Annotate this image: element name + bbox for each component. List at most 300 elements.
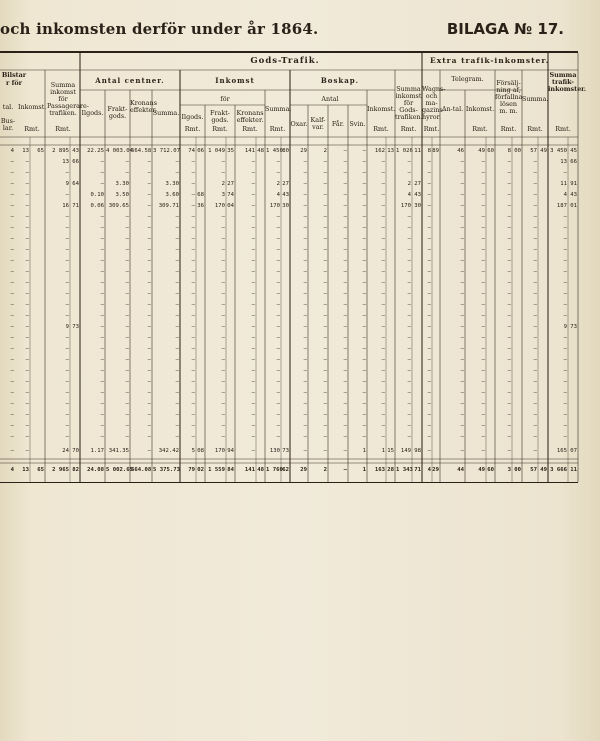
table-row-dash-c9: —: [251, 357, 255, 363]
table-row-dash-c13: —: [343, 291, 347, 297]
col-fraktgods: Frakt-gods.: [107, 105, 128, 120]
col-svin: Svin.: [349, 120, 366, 128]
table-row-dash-c2: —: [65, 302, 69, 308]
table-row-dash-c21: —: [533, 214, 537, 220]
table-row-dash-c16: —: [407, 302, 411, 308]
table-row-dash-c5: —: [147, 214, 151, 220]
table-row-dash-c14: —: [362, 313, 366, 319]
table-row-3-c22b: 91: [570, 181, 577, 187]
table-row-dash-c6: —: [175, 434, 179, 440]
table-row-dash-c14: —: [362, 258, 366, 264]
table-row-dash-c22: —: [563, 225, 567, 231]
table-row-dash-c8: —: [221, 357, 225, 363]
table-row-dash-c13: —: [343, 401, 347, 407]
totals-row-c17b: 29: [432, 467, 439, 473]
table-row-4-c7b: 68: [197, 192, 204, 198]
table-row-dash-c0: —: [10, 379, 14, 385]
group-antal-centner: Antal centner.: [95, 76, 165, 85]
table-row-dash-c17: —: [427, 390, 431, 396]
table-row-last-c3: 1.17: [90, 448, 104, 454]
table-row-dash-c19: —: [481, 302, 485, 308]
col-rmt-1: Rmt.: [184, 125, 201, 133]
table-row-dash-c2: —: [65, 346, 69, 352]
table-row-dash-c19: —: [481, 335, 485, 341]
table-row-dash-c5: —: [147, 225, 151, 231]
table-row-5-c15: —: [381, 203, 385, 209]
table-row-5-c16: 170: [400, 203, 411, 209]
col-bilstar: Bilstar: [1, 71, 27, 79]
table-row-4-c7: —: [191, 192, 195, 198]
table-row-dash-c12: —: [323, 247, 327, 253]
table-row-dash-c10: —: [276, 423, 280, 429]
table-row-0-c22b: 45: [570, 148, 577, 154]
table-row-4-c0: —: [10, 192, 14, 198]
table-row-dash-c5: —: [147, 434, 151, 440]
table-row-dash-c6: —: [175, 346, 179, 352]
table-row-dash-c12: —: [323, 236, 327, 242]
totals-row-c4: 5 002.65: [106, 467, 133, 473]
table-row-2-c10: —: [276, 170, 280, 176]
table-row-2-c8: —: [221, 170, 225, 176]
table-row-last-c16b: 98: [414, 448, 421, 454]
table-row-dash-c17: —: [427, 346, 431, 352]
table-row-dash-c22: —: [563, 412, 567, 418]
table-row-dash-c7: —: [191, 368, 195, 374]
table-row-dash-c7: —: [191, 258, 195, 264]
table-row-last-c1: —: [25, 448, 29, 454]
table-row-dash-c7: —: [191, 379, 195, 385]
table-row-dash-c14: —: [362, 335, 366, 341]
table-row-dash-c7: —: [191, 412, 195, 418]
table-row-3-c8: 2: [221, 181, 225, 187]
table-row-dash-c19: —: [481, 236, 485, 242]
table-row-dash-c8: —: [221, 236, 225, 242]
col-ink-fraktgods: Frakt-gods.: [210, 109, 230, 124]
table-row-dash-c6: —: [175, 269, 179, 275]
table-row-dash-c16: —: [407, 225, 411, 231]
table-row-dash-c6: —: [175, 291, 179, 297]
table-row-0-c13: —: [343, 148, 347, 154]
col-rmt-4: Rmt.: [269, 125, 286, 133]
table-row-dash-c6: —: [175, 368, 179, 374]
table-row-2-c2: —: [65, 170, 69, 176]
table-row-5-c8b: 04: [227, 203, 234, 209]
table-row-dash-c16: —: [407, 335, 411, 341]
table-row-dash-c19: —: [481, 434, 485, 440]
table-row-1-c18: —: [460, 159, 464, 165]
table-row-dash-c21: —: [533, 390, 537, 396]
table-row-dash-c10: —: [276, 313, 280, 319]
table-row-0-c20: 8: [507, 148, 511, 154]
table-row-dash-c19: —: [481, 368, 485, 374]
table-row-dash-c6: —: [175, 401, 179, 407]
table-row-dash-c18: —: [460, 247, 464, 253]
table-row-dash-c20: —: [507, 291, 511, 297]
table-row-dash-c19: —: [481, 269, 485, 275]
table-row-dash-c21: —: [533, 423, 537, 429]
table-row-dash-c19: —: [481, 258, 485, 264]
table-row-dash-c8: —: [221, 214, 225, 220]
table-row-dash-c16: —: [407, 269, 411, 275]
table-row-dash-c14: —: [362, 302, 366, 308]
table-row-1-c6: —: [175, 159, 179, 165]
table-row-dash-c20: —: [507, 214, 511, 220]
table-row-dash-c1: —: [25, 313, 29, 319]
table-row-dash-c12: —: [323, 379, 327, 385]
table-row-2-c19: —: [481, 170, 485, 176]
table-row-0-c2: 2 895: [52, 148, 69, 154]
table-row-dash-c11: —: [303, 390, 307, 396]
table-row-1-c9: —: [251, 159, 255, 165]
table-row-dash-c8: —: [221, 280, 225, 286]
table-row-4-c3: 0.10: [90, 192, 104, 198]
table-row-dash-c1: —: [25, 379, 29, 385]
col-kalfvar: Kalf-var.: [310, 116, 326, 131]
table-row-dash-c10: —: [276, 247, 280, 253]
table-row-0-c17: 8: [427, 148, 431, 154]
table-row-2-c11: —: [303, 170, 307, 176]
table-row-0-c20b: 00: [514, 148, 521, 154]
table-row-dash-c9: —: [251, 368, 255, 374]
col-tel-inkomst: Inkomst.: [465, 105, 495, 113]
table-row-3-c10: 2: [276, 181, 280, 187]
table-row-dash-c5: —: [147, 346, 151, 352]
table-row-dash-c4: —: [125, 368, 129, 374]
table-row-dash-c5: —: [147, 401, 151, 407]
table-row-mid-c6: —: [175, 324, 179, 330]
table-row-dash-c22: —: [563, 346, 567, 352]
table-row-dash-c18: —: [460, 368, 464, 374]
table-row-dash-c16: —: [407, 423, 411, 429]
col-inkomst-left: Inkomst.: [18, 103, 47, 111]
table-row-dash-c10: —: [276, 412, 280, 418]
col-summa-centner: Summa.: [152, 109, 180, 117]
table-row-0-c11: 29: [300, 148, 307, 154]
table-row-dash-c20: —: [507, 368, 511, 374]
table-row-dash-c20: —: [507, 247, 511, 253]
table-row-mid-c20: —: [507, 324, 511, 330]
table-row-dash-c14: —: [362, 357, 366, 363]
table-row-dash-c5: —: [147, 390, 151, 396]
table-row-dash-c12: —: [323, 335, 327, 341]
table-row-dash-c12: —: [323, 346, 327, 352]
table-row-dash-c18: —: [460, 434, 464, 440]
table-row-2-c12: —: [323, 170, 327, 176]
table-row-last-c9: —: [251, 448, 255, 454]
table-row-last-c14: 1: [362, 448, 366, 454]
table-row-3-c21: —: [533, 181, 537, 187]
table-row-dash-c9: —: [251, 390, 255, 396]
table-row-3-c17: —: [427, 181, 431, 187]
table-row-0-c10: 1 450: [266, 148, 283, 154]
table-row-dash-c1: —: [25, 258, 29, 264]
table-row-1-c3: —: [100, 159, 104, 165]
table-row-dash-c20: —: [507, 280, 511, 286]
table-row-dash-c4: —: [125, 247, 129, 253]
table-row-dash-c17: —: [427, 236, 431, 242]
table-row-dash-c0: —: [10, 225, 14, 231]
totals-row-c20b: 00: [514, 467, 521, 473]
table-row-dash-c7: —: [191, 357, 195, 363]
table-row-5-c5: —: [147, 203, 151, 209]
totals-row-c9: 141: [244, 467, 255, 473]
table-row-dash-c0: —: [10, 434, 14, 440]
table-row-dash-c16: —: [407, 379, 411, 385]
table-row-dash-c17: —: [427, 280, 431, 286]
col-ink-kronans: Kronans effekter.: [236, 109, 264, 124]
table-row-dash-c10: —: [276, 401, 280, 407]
table-row-last-c21: —: [533, 448, 537, 454]
table-row-dash-c13: —: [343, 368, 347, 374]
col-summa-rmt: Rmt.: [55, 125, 71, 133]
table-row-dash-c17: —: [427, 401, 431, 407]
group-extra-trafik: Extra trafik-inkomster.: [430, 56, 550, 65]
totals-row-c8: 1 559: [208, 467, 225, 473]
totals-row-c16b: 71: [414, 467, 421, 473]
table-row-dash-c13: —: [343, 423, 347, 429]
table-row-dash-c4: —: [125, 214, 129, 220]
table-row-dash-c8: —: [221, 291, 225, 297]
table-row-dash-c10: —: [276, 280, 280, 286]
table-row-mid-c18: —: [460, 324, 464, 330]
totals-row-c19b: 60: [487, 467, 494, 473]
table-row-0-c1: 13: [22, 148, 29, 154]
table-row-dash-c10: —: [276, 258, 280, 264]
table-row-4-c22: 4: [563, 192, 567, 198]
table-row-dash-c4: —: [125, 379, 129, 385]
table-row-mid-c2b: 73: [72, 324, 79, 330]
table-row-dash-c1: —: [25, 368, 29, 374]
table-row-dash-c17: —: [427, 269, 431, 275]
table-row-dash-c6: —: [175, 302, 179, 308]
table-row-dash-c6: —: [175, 412, 179, 418]
table-row-dash-c20: —: [507, 434, 511, 440]
table-row-dash-c15: —: [381, 379, 385, 385]
table-row-dash-c20: —: [507, 236, 511, 242]
totals-row-c12: 2: [323, 467, 327, 473]
table-row-dash-c11: —: [303, 357, 307, 363]
table-row-dash-c3: —: [100, 269, 104, 275]
table-row-dash-c9: —: [251, 313, 255, 319]
table-row-dash-c0: —: [10, 357, 14, 363]
table-row-dash-c1: —: [25, 247, 29, 253]
table-row-dash-c7: —: [191, 214, 195, 220]
table-row-dash-c14: —: [362, 368, 366, 374]
table-row-dash-c14: —: [362, 379, 366, 385]
table-row-dash-c7: —: [191, 225, 195, 231]
table-row-dash-c20: —: [507, 346, 511, 352]
table-row-last-c12: —: [323, 448, 327, 454]
table-row-2-c18: —: [460, 170, 464, 176]
table-row-5-c9: —: [251, 203, 255, 209]
table-row-dash-c7: —: [191, 390, 195, 396]
table-row-4-c18: —: [460, 192, 464, 198]
totals-row-c15b: 28: [387, 467, 394, 473]
table-row-dash-c21: —: [533, 225, 537, 231]
table-row-5-c21: —: [533, 203, 537, 209]
table-row-1-c0: —: [10, 159, 14, 165]
table-row-dash-c3: —: [100, 214, 104, 220]
table-row-4-c16: 4: [407, 192, 411, 198]
table-row-dash-c14: —: [362, 236, 366, 242]
table-row-last-c5: —: [147, 448, 151, 454]
table-row-dash-c1: —: [25, 401, 29, 407]
table-row-dash-c3: —: [100, 236, 104, 242]
col-bus-b: lar.: [2, 124, 14, 132]
table-row-3-c16b: 27: [414, 181, 421, 187]
table-row-dash-c3: —: [100, 302, 104, 308]
table-row-5-c0: —: [10, 203, 14, 209]
table-row-dash-c0: —: [10, 412, 14, 418]
table-row-2-c9: —: [251, 170, 255, 176]
table-row-dash-c8: —: [221, 401, 225, 407]
table-row-3-c4: 3.30: [115, 181, 129, 187]
table-row-dash-c5: —: [147, 280, 151, 286]
table-row-dash-c4: —: [125, 401, 129, 407]
table-row-dash-c6: —: [175, 423, 179, 429]
table-row-5-c22b: 01: [570, 203, 577, 209]
table-row-0-c14: —: [362, 148, 366, 154]
table-row-3-c6: 3.30: [165, 181, 179, 187]
table-row-dash-c5: —: [147, 357, 151, 363]
table-row-dash-c4: —: [125, 280, 129, 286]
table-row-dash-c2: —: [65, 225, 69, 231]
table-row-dash-c9: —: [251, 379, 255, 385]
table-row-5-c19: —: [481, 203, 485, 209]
table-row-dash-c5: —: [147, 291, 151, 297]
table-row-dash-c18: —: [460, 423, 464, 429]
table-row-dash-c22: —: [563, 401, 567, 407]
col-rmt-10: Rmt.: [527, 125, 543, 133]
table-row-dash-c4: —: [125, 313, 129, 319]
table-row-4-c16b: 43: [414, 192, 421, 198]
table-row-dash-c12: —: [323, 313, 327, 319]
table-row-dash-c12: —: [323, 291, 327, 297]
table-row-0-c15b: 13: [387, 148, 394, 154]
table-row-3-c11: —: [303, 181, 307, 187]
table-row-dash-c8: —: [221, 379, 225, 385]
table-row-dash-c10: —: [276, 214, 280, 220]
table-row-1-c17: —: [427, 159, 431, 165]
table-row-dash-c4: —: [125, 423, 129, 429]
table-row-dash-c14: —: [362, 346, 366, 352]
table-row-dash-c9: —: [251, 335, 255, 341]
table-row-3-c0: —: [10, 181, 14, 187]
table-row-dash-c12: —: [323, 368, 327, 374]
table-row-1-c5: —: [147, 159, 151, 165]
table-row-dash-c22: —: [563, 302, 567, 308]
table-row-dash-c11: —: [303, 346, 307, 352]
table-row-5-c11: —: [303, 203, 307, 209]
table-row-dash-c21: —: [533, 313, 537, 319]
table-row-1-c21: —: [533, 159, 537, 165]
table-row-last-c13: —: [343, 448, 347, 454]
table-row-mid-c9: —: [251, 324, 255, 330]
table-row-2-c6: —: [175, 170, 179, 176]
table-row-dash-c4: —: [125, 269, 129, 275]
table-row-dash-c21: —: [533, 302, 537, 308]
table-row-dash-c13: —: [343, 379, 347, 385]
table-row-1-c16: —: [407, 159, 411, 165]
table-row-dash-c6: —: [175, 236, 179, 242]
table-row-2-c20: —: [507, 170, 511, 176]
table-row-4-c10b: 43: [282, 192, 289, 198]
table-row-mid-c12: —: [323, 324, 327, 330]
totals-row-c17: 4: [427, 467, 431, 473]
totals-row-c22: 3 666: [550, 467, 567, 473]
col-rmt-9: Rmt.: [500, 125, 517, 133]
col-rmt-8: Rmt.: [472, 125, 488, 133]
table-row-dash-c15: —: [381, 214, 385, 220]
table-row-last-c10: 130: [269, 448, 280, 454]
group-gods-trafik: Gods-Trafik.: [250, 56, 320, 66]
table-row-dash-c8: —: [221, 412, 225, 418]
table-row-last-c8b: 94: [227, 448, 234, 454]
table-row-dash-c6: —: [175, 247, 179, 253]
table-row-dash-c7: —: [191, 247, 195, 253]
table-row-dash-c5: —: [147, 423, 151, 429]
table-row-3-c18: —: [460, 181, 464, 187]
table-row-dash-c15: —: [381, 335, 385, 341]
table-row-0-c2b: 43: [72, 148, 79, 154]
table-row-dash-c16: —: [407, 401, 411, 407]
table-row-dash-c3: —: [100, 412, 104, 418]
table-row-4-c8: 3: [221, 192, 225, 198]
table-row-dash-c15: —: [381, 357, 385, 363]
table-row-dash-c21: —: [533, 291, 537, 297]
table-row-dash-c2: —: [65, 313, 69, 319]
table-row-dash-c22: —: [563, 313, 567, 319]
table-row-dash-c4: —: [125, 346, 129, 352]
table-row-last-c20: —: [507, 448, 511, 454]
table-row-2-c13: —: [343, 170, 347, 176]
table-row-dash-c8: —: [221, 335, 225, 341]
table-row-dash-c17: —: [427, 302, 431, 308]
table-row-5-c22: 187: [556, 203, 567, 209]
table-row-4-c14: —: [362, 192, 366, 198]
table-row-5-c13: —: [343, 203, 347, 209]
table-row-dash-c3: —: [100, 357, 104, 363]
table-row-dash-c13: —: [343, 236, 347, 242]
table-row-dash-c10: —: [276, 368, 280, 374]
totals-row-c11: 29: [300, 467, 307, 473]
table-row-dash-c3: —: [100, 247, 104, 253]
table-row-dash-c10: —: [276, 335, 280, 341]
table-row-last-c15: 1: [381, 448, 385, 454]
table-row-mid-c16: —: [407, 324, 411, 330]
table-row-4-c9: —: [251, 192, 255, 198]
totals-row-c10: 1 760: [266, 467, 283, 473]
table-row-dash-c6: —: [175, 280, 179, 286]
table-row-dash-c13: —: [343, 335, 347, 341]
table-row-5-c1: —: [25, 203, 29, 209]
table-row-dash-c13: —: [343, 434, 347, 440]
table-row-dash-c21: —: [533, 236, 537, 242]
table-row-dash-c21: —: [533, 269, 537, 275]
table-row-dash-c1: —: [25, 412, 29, 418]
table-row-0-c9b: 48: [257, 148, 264, 154]
table-row-dash-c7: —: [191, 236, 195, 242]
table-row-dash-c14: —: [362, 412, 366, 418]
table-row-dash-c13: —: [343, 225, 347, 231]
table-row-dash-c11: —: [303, 368, 307, 374]
table-row-last-c8: 170: [214, 448, 225, 454]
table-row-0-c19: 49: [478, 148, 485, 154]
table-row-dash-c11: —: [303, 280, 307, 286]
table-row-5-c3: 0.06: [90, 203, 104, 209]
table-row-dash-c1: —: [25, 423, 29, 429]
table-row-dash-c22: —: [563, 423, 567, 429]
